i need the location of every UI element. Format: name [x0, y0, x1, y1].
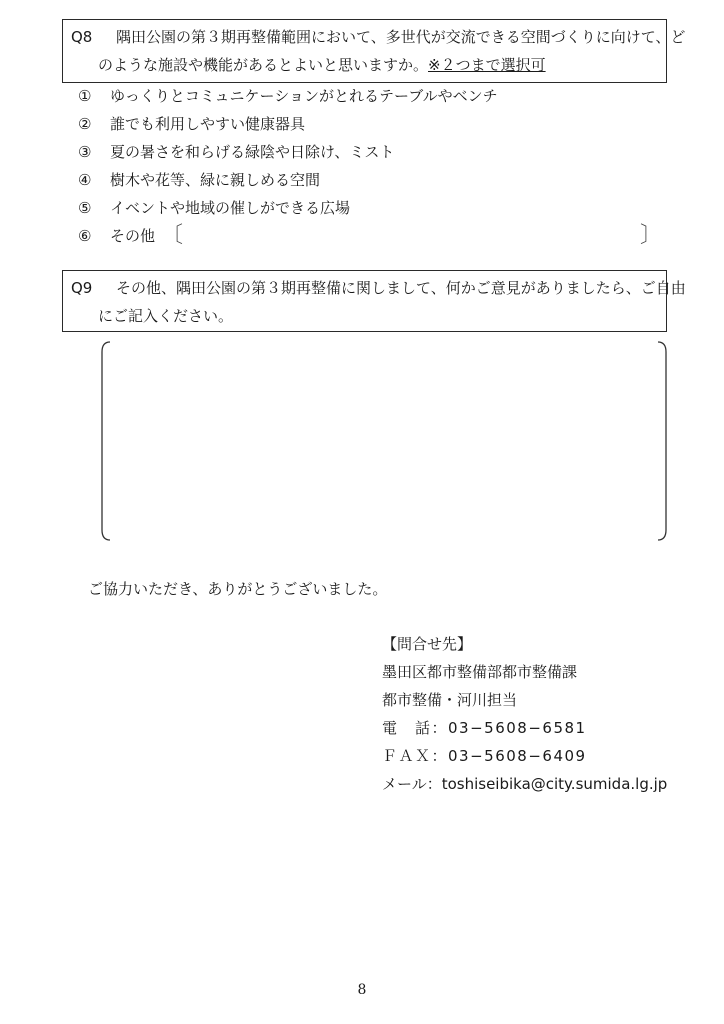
contact-fax: ＦＡＸ：03−5608−6409 — [382, 747, 587, 765]
page-number: 8 — [357, 982, 367, 998]
option-label: 夏の暑さを和らげる緑陰や日除け、ミスト — [110, 143, 395, 161]
option-number: ⑤ — [78, 199, 92, 217]
contact-section: 都市整備・河川担当 — [382, 691, 518, 709]
option-6-other[interactable] — [78, 222, 678, 250]
q8-select-note: ※２つまで選択可 — [428, 56, 546, 74]
option-label: イベントや地域の催しができる広場 — [110, 199, 351, 217]
option-2[interactable] — [78, 110, 678, 138]
q9-question-box — [62, 270, 686, 332]
q8-question-box — [62, 19, 686, 83]
contact-department: 墨田区都市整備部都市整備課 — [382, 663, 578, 681]
option-label: ゆっくりとコミュニケーションがとれるテーブルやベンチ — [110, 87, 498, 105]
option-label: 樹木や花等、緑に親しめる空間 — [110, 171, 321, 189]
contact-heading: 【問合せ先】 — [382, 635, 473, 653]
q8-options-list — [78, 82, 678, 250]
option-4[interactable] — [78, 166, 678, 194]
option-number: ④ — [78, 171, 92, 189]
option-number: ② — [78, 115, 92, 133]
other-paren-close: 〕 — [639, 223, 662, 248]
option-label: その他 — [110, 227, 156, 245]
q9-text-line1: その他、隅田公園の第３期再整備に関しまして、何かご意見がありましたら、ご自由 — [116, 279, 686, 297]
other-paren-open: 〔 — [161, 223, 184, 248]
option-1[interactable] — [78, 82, 678, 110]
q8-number: Q8 — [71, 28, 93, 46]
q8-text-line1: 隅田公園の第３期再整備範囲において、多世代が交流できる空間づくりに向けて、ど — [116, 28, 686, 46]
contact-email: メール：toshiseibika@city.sumida.lg.jp — [382, 775, 668, 793]
contact-info — [382, 630, 667, 798]
thanks-message: ご協力いただき、ありがとうございました。 — [88, 580, 388, 598]
q9-number: Q9 — [71, 279, 93, 297]
option-label: 誰でも利用しやすい健康器具 — [110, 115, 306, 133]
q9-text-line2: にご記入ください。 — [98, 307, 234, 325]
contact-phone: 電 話：03−5608−6581 — [382, 719, 587, 737]
bracket-right — [658, 342, 666, 540]
option-number: ③ — [78, 143, 92, 161]
option-3[interactable] — [78, 138, 678, 166]
q9-free-entry-area[interactable] — [100, 340, 668, 542]
option-number: ⑥ — [78, 227, 92, 245]
bracket-left — [102, 342, 110, 540]
q8-text-line2: のような施設や機能があるとよいと思いますか。 — [98, 56, 429, 74]
option-5[interactable] — [78, 194, 678, 222]
option-number: ① — [78, 87, 92, 105]
